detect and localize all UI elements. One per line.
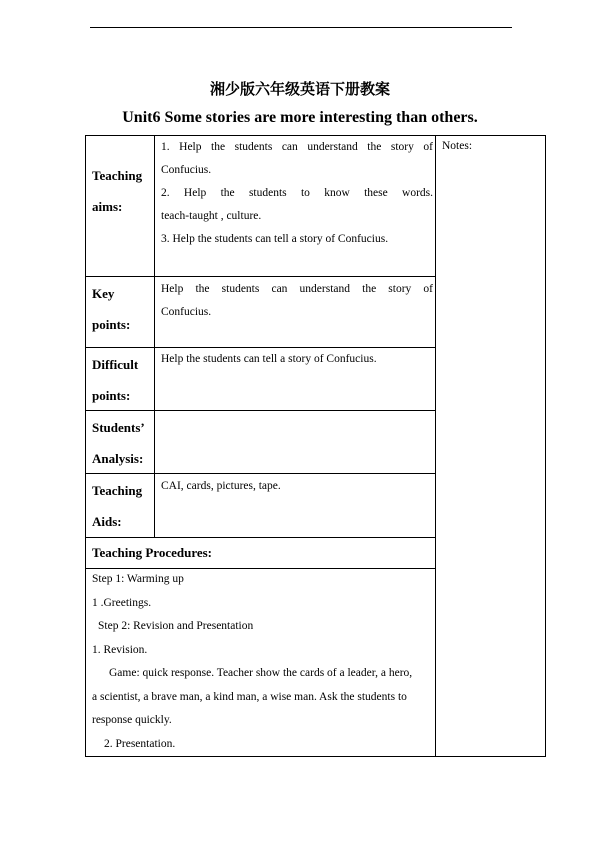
text-line: CAI, cards, pictures, tape. — [161, 480, 281, 492]
text-line: Help the students can understand the story of — [161, 283, 433, 295]
text-line: Confucius. — [161, 164, 212, 176]
row-divider — [86, 276, 435, 277]
teaching-procedures-title: Teaching Procedures: — [92, 545, 213, 560]
text-line: teach-taught , culture. — [161, 210, 262, 222]
procedure-line: 2. Presentation. — [104, 737, 176, 750]
teaching-aids-label: Teaching Aids: — [92, 483, 143, 529]
students-analysis-label: Students’ Analysis: — [92, 420, 145, 466]
text-line: 3. Help the students can tell a story of Confucius. — [161, 233, 389, 245]
procedure-line: 1. Revision. — [92, 643, 148, 656]
unit-title: Unit6 Some stories are more interesting than others. — [122, 109, 478, 126]
text-line: Confucius. — [161, 306, 212, 318]
row-divider — [86, 410, 435, 411]
header-rule — [90, 27, 512, 28]
text-line: 2. Help the students to know these words. — [161, 187, 433, 199]
lesson-plan-table — [85, 135, 546, 757]
key-points-label: Key points: — [92, 286, 131, 332]
document-title: 湘少版六年级英语下册教案 — [209, 82, 390, 98]
procedure-line: a scientist, a brave man, a kind man, a wise man. Ask the students to — [92, 690, 407, 703]
teaching-aims-label: Teaching aims: — [92, 168, 143, 214]
procedure-line: Step 1: Warming up — [92, 573, 184, 585]
teaching-aims-content — [161, 136, 433, 251]
text-line: 1. Help the students can understand the story of — [161, 141, 433, 153]
procedure-line: Game: quick response. Teacher show the cards of a leader, a hero, — [109, 667, 413, 679]
teaching-procedures-content — [92, 568, 430, 756]
procedure-line: 1 .Greetings. — [92, 596, 152, 609]
difficult-points-label: Difficult points: — [92, 357, 139, 403]
difficult-points-content — [161, 348, 433, 371]
key-points-content — [161, 278, 433, 324]
label-column-divider — [154, 136, 155, 537]
teaching-aids-content — [161, 475, 433, 498]
notes-column-divider — [435, 136, 436, 757]
notes-label: Notes: — [442, 140, 473, 152]
procedure-line: Step 2: Revision and Presentation — [98, 620, 254, 632]
row-divider — [86, 537, 435, 538]
procedure-line: response quickly. — [92, 714, 172, 726]
text-line: Help the students can tell a story of Confucius. — [161, 353, 377, 365]
